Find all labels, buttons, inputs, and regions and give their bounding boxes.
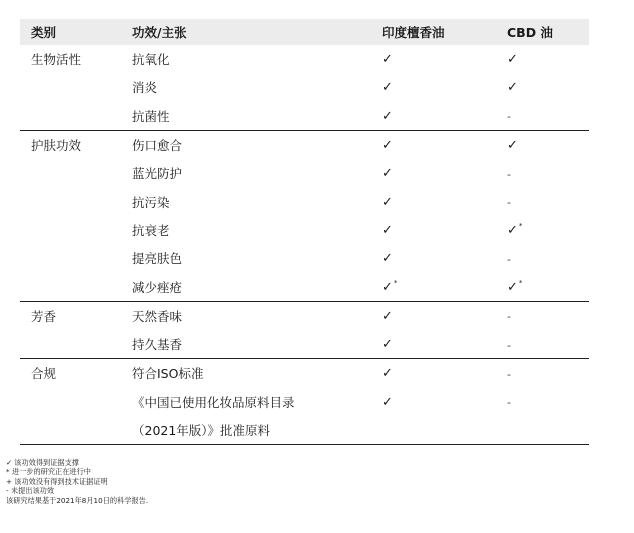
footnote: * 进一步的研究正在进行中 xyxy=(6,467,91,477)
check-icon: ✓ xyxy=(382,194,393,210)
table-row xyxy=(20,102,589,130)
not-claimed-mark: - xyxy=(507,367,511,381)
cbd-cell xyxy=(507,366,589,381)
category-cell: 芳香 xyxy=(31,308,57,324)
cbd-cell xyxy=(507,394,589,409)
table-row xyxy=(20,272,589,300)
ongoing-research-marker: * xyxy=(518,278,523,287)
not-claimed-mark: - xyxy=(507,196,511,210)
claim-cell: 消炎 xyxy=(132,80,158,96)
table-row xyxy=(20,216,589,244)
category-cell: 生物活性 xyxy=(31,52,82,68)
check-icon: ✓ xyxy=(382,52,393,68)
sandalwood-cell xyxy=(382,394,507,410)
check-icon: ✓ xyxy=(382,394,393,410)
check-icon: ✓ xyxy=(507,80,518,96)
table-row xyxy=(20,73,589,101)
table-header xyxy=(20,19,589,45)
cbd-cell xyxy=(507,166,589,181)
sandalwood-cell xyxy=(382,336,507,352)
not-claimed-mark: - xyxy=(507,167,511,181)
claim-cell: （2021年版）》批准原料 xyxy=(132,423,271,438)
table-row xyxy=(20,159,589,187)
check-icon: ✓ xyxy=(507,279,518,295)
check-icon: ✓ xyxy=(382,108,393,124)
sandalwood-cell xyxy=(382,165,507,181)
check-icon: ✓ xyxy=(382,138,393,154)
cbd-cell xyxy=(507,337,589,352)
sandalwood-cell xyxy=(382,108,507,124)
cbd-cell xyxy=(507,279,589,295)
cbd-cell xyxy=(507,137,589,153)
cbd-cell xyxy=(507,222,589,238)
not-claimed-mark: - xyxy=(507,338,511,352)
comparison-table xyxy=(20,19,589,445)
not-claimed-mark: - xyxy=(507,110,511,124)
not-claimed-mark: - xyxy=(507,396,511,410)
header-category: 类别 xyxy=(31,25,57,40)
check-icon: ✓ xyxy=(382,251,393,267)
ongoing-research-marker: * xyxy=(518,221,523,230)
claim-cell: 蓝光防护 xyxy=(132,166,183,182)
check-icon: ✓ xyxy=(382,222,393,238)
table-body xyxy=(20,45,589,445)
check-icon: ✓ xyxy=(382,279,393,295)
footnote: - 未提出该功效 xyxy=(6,486,55,496)
check-icon: ✓ xyxy=(507,52,518,68)
check-icon: ✓ xyxy=(382,80,393,96)
footnote: + 该功效没有得到技术证据证明 xyxy=(6,476,108,486)
claim-cell: 持久基香 xyxy=(132,337,183,353)
claim-cell: 符合ISO标准 xyxy=(132,366,204,382)
claim-cell: 提亮肤色 xyxy=(132,251,183,267)
category-group xyxy=(20,131,589,302)
cbd-cell xyxy=(507,194,589,209)
check-icon: ✓ xyxy=(507,222,518,238)
header-claim: 功效/主张 xyxy=(132,25,187,40)
table-row xyxy=(20,388,589,416)
claim-cell: 抗污染 xyxy=(132,194,170,210)
claim-cell: 《中国已使用化妆品原料目录 xyxy=(132,394,295,410)
category-cell: 合规 xyxy=(31,366,57,382)
check-icon: ✓ xyxy=(382,366,393,382)
claim-cell: 天然香味 xyxy=(132,308,183,324)
category-group xyxy=(20,45,589,131)
sandalwood-cell xyxy=(382,422,507,438)
table-row xyxy=(20,330,589,358)
category-group xyxy=(20,359,589,445)
header-cbd: CBD 油 xyxy=(507,25,553,40)
header-sandalwood: 印度檀香油 xyxy=(382,25,445,40)
category-cell: 护肤功效 xyxy=(31,138,82,154)
sandalwood-cell xyxy=(382,79,507,95)
footnote: 该研究结果基于2021年8月10日的科学报告. xyxy=(6,495,149,505)
claim-cell: 抗氧化 xyxy=(132,52,170,68)
cbd-cell xyxy=(507,79,589,95)
claim-cell: 抗衰老 xyxy=(132,222,170,238)
check-icon: ✓ xyxy=(382,166,393,182)
cbd-cell xyxy=(507,308,589,323)
sandalwood-cell xyxy=(382,279,507,295)
footnote: ✓ 该功效得到证据支撑 xyxy=(6,458,79,467)
claim-cell: 减少痤疮 xyxy=(132,279,183,295)
not-claimed-mark: - xyxy=(507,310,511,324)
sandalwood-cell xyxy=(382,222,507,238)
not-claimed-mark: - xyxy=(507,252,511,266)
sandalwood-cell xyxy=(382,194,507,210)
cbd-cell xyxy=(507,51,589,67)
cbd-cell xyxy=(507,422,589,438)
sandalwood-cell xyxy=(382,250,507,266)
table-row xyxy=(20,187,589,215)
sandalwood-cell xyxy=(382,365,507,381)
ongoing-research-marker: * xyxy=(393,278,398,287)
category-group xyxy=(20,302,589,360)
check-icon: ✓ xyxy=(382,337,393,353)
sandalwood-cell xyxy=(382,137,507,153)
claim-cell: 伤口愈合 xyxy=(132,138,183,154)
check-icon: ✓ xyxy=(507,138,518,154)
table-row xyxy=(20,416,589,444)
table-row xyxy=(20,302,589,330)
cbd-cell xyxy=(507,251,589,266)
footnotes xyxy=(6,458,148,505)
sandalwood-cell xyxy=(382,308,507,324)
table-row xyxy=(20,244,589,272)
check-icon: ✓ xyxy=(382,308,393,324)
table-row xyxy=(20,45,589,73)
table-row xyxy=(20,359,589,387)
cbd-cell xyxy=(507,108,589,123)
table-row xyxy=(20,131,589,159)
claim-cell: 抗菌性 xyxy=(132,108,170,124)
sandalwood-cell xyxy=(382,51,507,67)
